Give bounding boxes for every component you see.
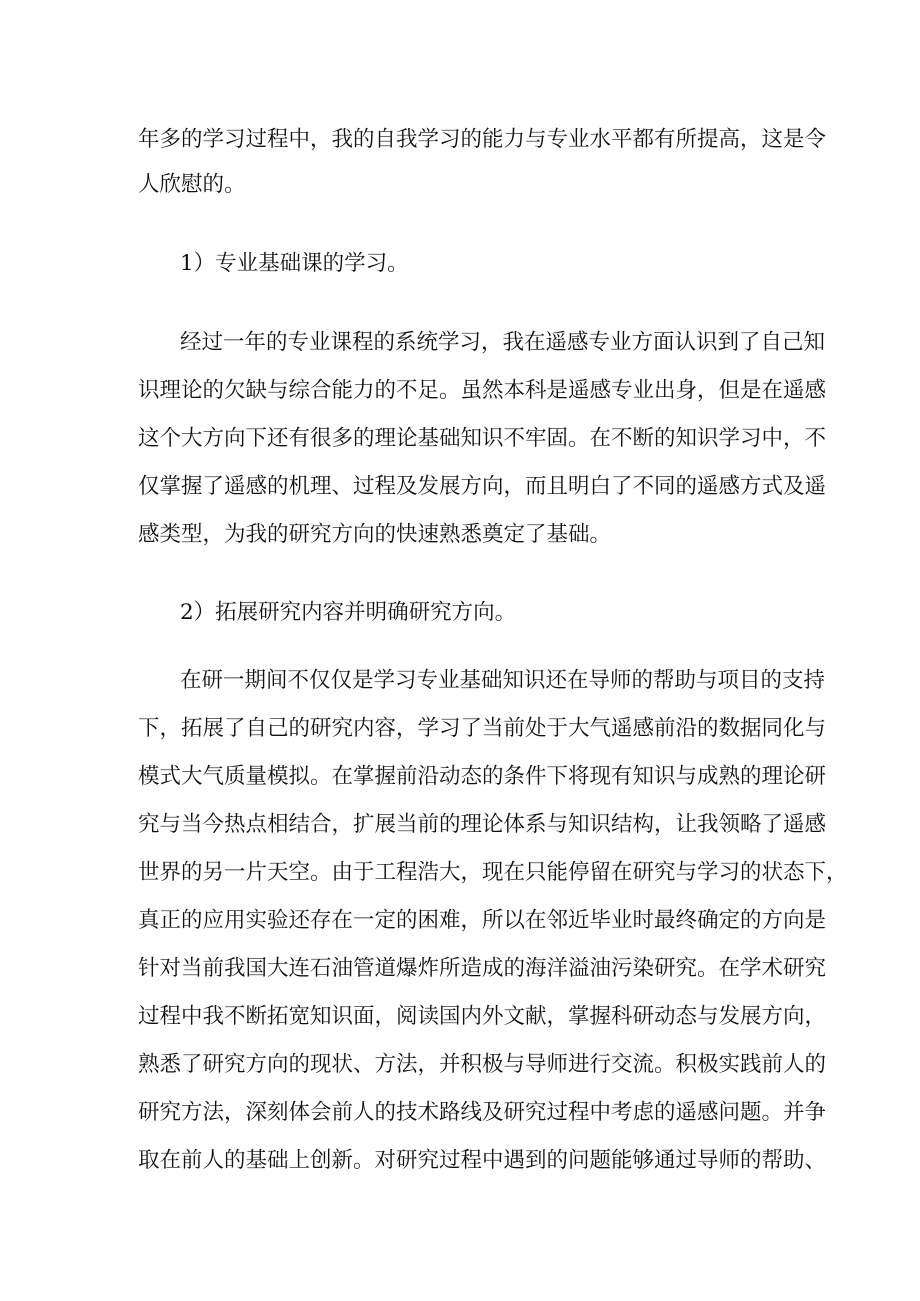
section-heading-1: 1）专业基础课的学习。 — [180, 251, 409, 276]
paragraph-line: 研究方法，深刻体会前人的技术路线及研究过程中考虑的遥感问题。并争 — [138, 1100, 827, 1125]
paragraph-line: 熟悉了研究方向的现状、方法，并积极与导师进行交流。积极实践前人的 — [138, 1052, 827, 1077]
paragraph-line: 下，拓展了自己的研究内容，学习了当前处于大气遥感前沿的数据同化与 — [138, 716, 827, 741]
paragraph-line: 过程中我不断拓宽知识面，阅读国内外文献，掌握科研动态与发展方向， — [138, 1004, 827, 1029]
paragraph-line: 真正的应用实验还存在一定的困难，所以在邻近毕业时最终确定的方向是 — [138, 908, 827, 933]
paragraph-line: 在研一期间不仅仅是学习专业基础知识还在导师的帮助与项目的支持 — [180, 668, 826, 693]
paragraph-line: 人欣慰的。 — [138, 172, 246, 197]
paragraph-line: 年多的学习过程中，我的自我学习的能力与专业水平都有所提高，这是令 — [138, 127, 827, 152]
paragraph-line: 经过一年的专业课程的系统学习，我在遥感专业方面认识到了自己知 — [180, 330, 826, 355]
paragraph-line: 针对当前我国大连石油管道爆炸所造成的海洋溢油污染研究。在学术研究 — [138, 956, 827, 981]
section-heading-2: 2）拓展研究内容并明确研究方向。 — [180, 600, 517, 625]
paragraph-line: 模式大气质量模拟。在掌握前沿动态的条件下将现有知识与成熟的理论研 — [138, 764, 827, 789]
paragraph-line: 世界的另一片天空。由于工程浩大，现在只能停留在研究与学习的状态下， — [138, 860, 848, 885]
paragraph-line: 仅掌握了遥感的机理、过程及发展方向，而且明白了不同的遥感方式及遥 — [138, 474, 827, 499]
paragraph-line: 感类型，为我的研究方向的快速熟悉奠定了基础。 — [138, 522, 612, 547]
paragraph-line: 识理论的欠缺与综合能力的不足。虽然本科是遥感专业出身，但是在遥感 — [138, 378, 827, 403]
paragraph-line: 取在前人的基础上创新。对研究过程中遇到的问题能够通过导师的帮助、 — [138, 1148, 827, 1173]
paragraph-line: 究与当今热点相结合，扩展当前的理论体系与知识结构，让我领略了遥感 — [138, 812, 827, 837]
paragraph-line: 这个大方向下还有很多的理论基础知识不牢固。在不断的知识学习中，不 — [138, 426, 827, 451]
